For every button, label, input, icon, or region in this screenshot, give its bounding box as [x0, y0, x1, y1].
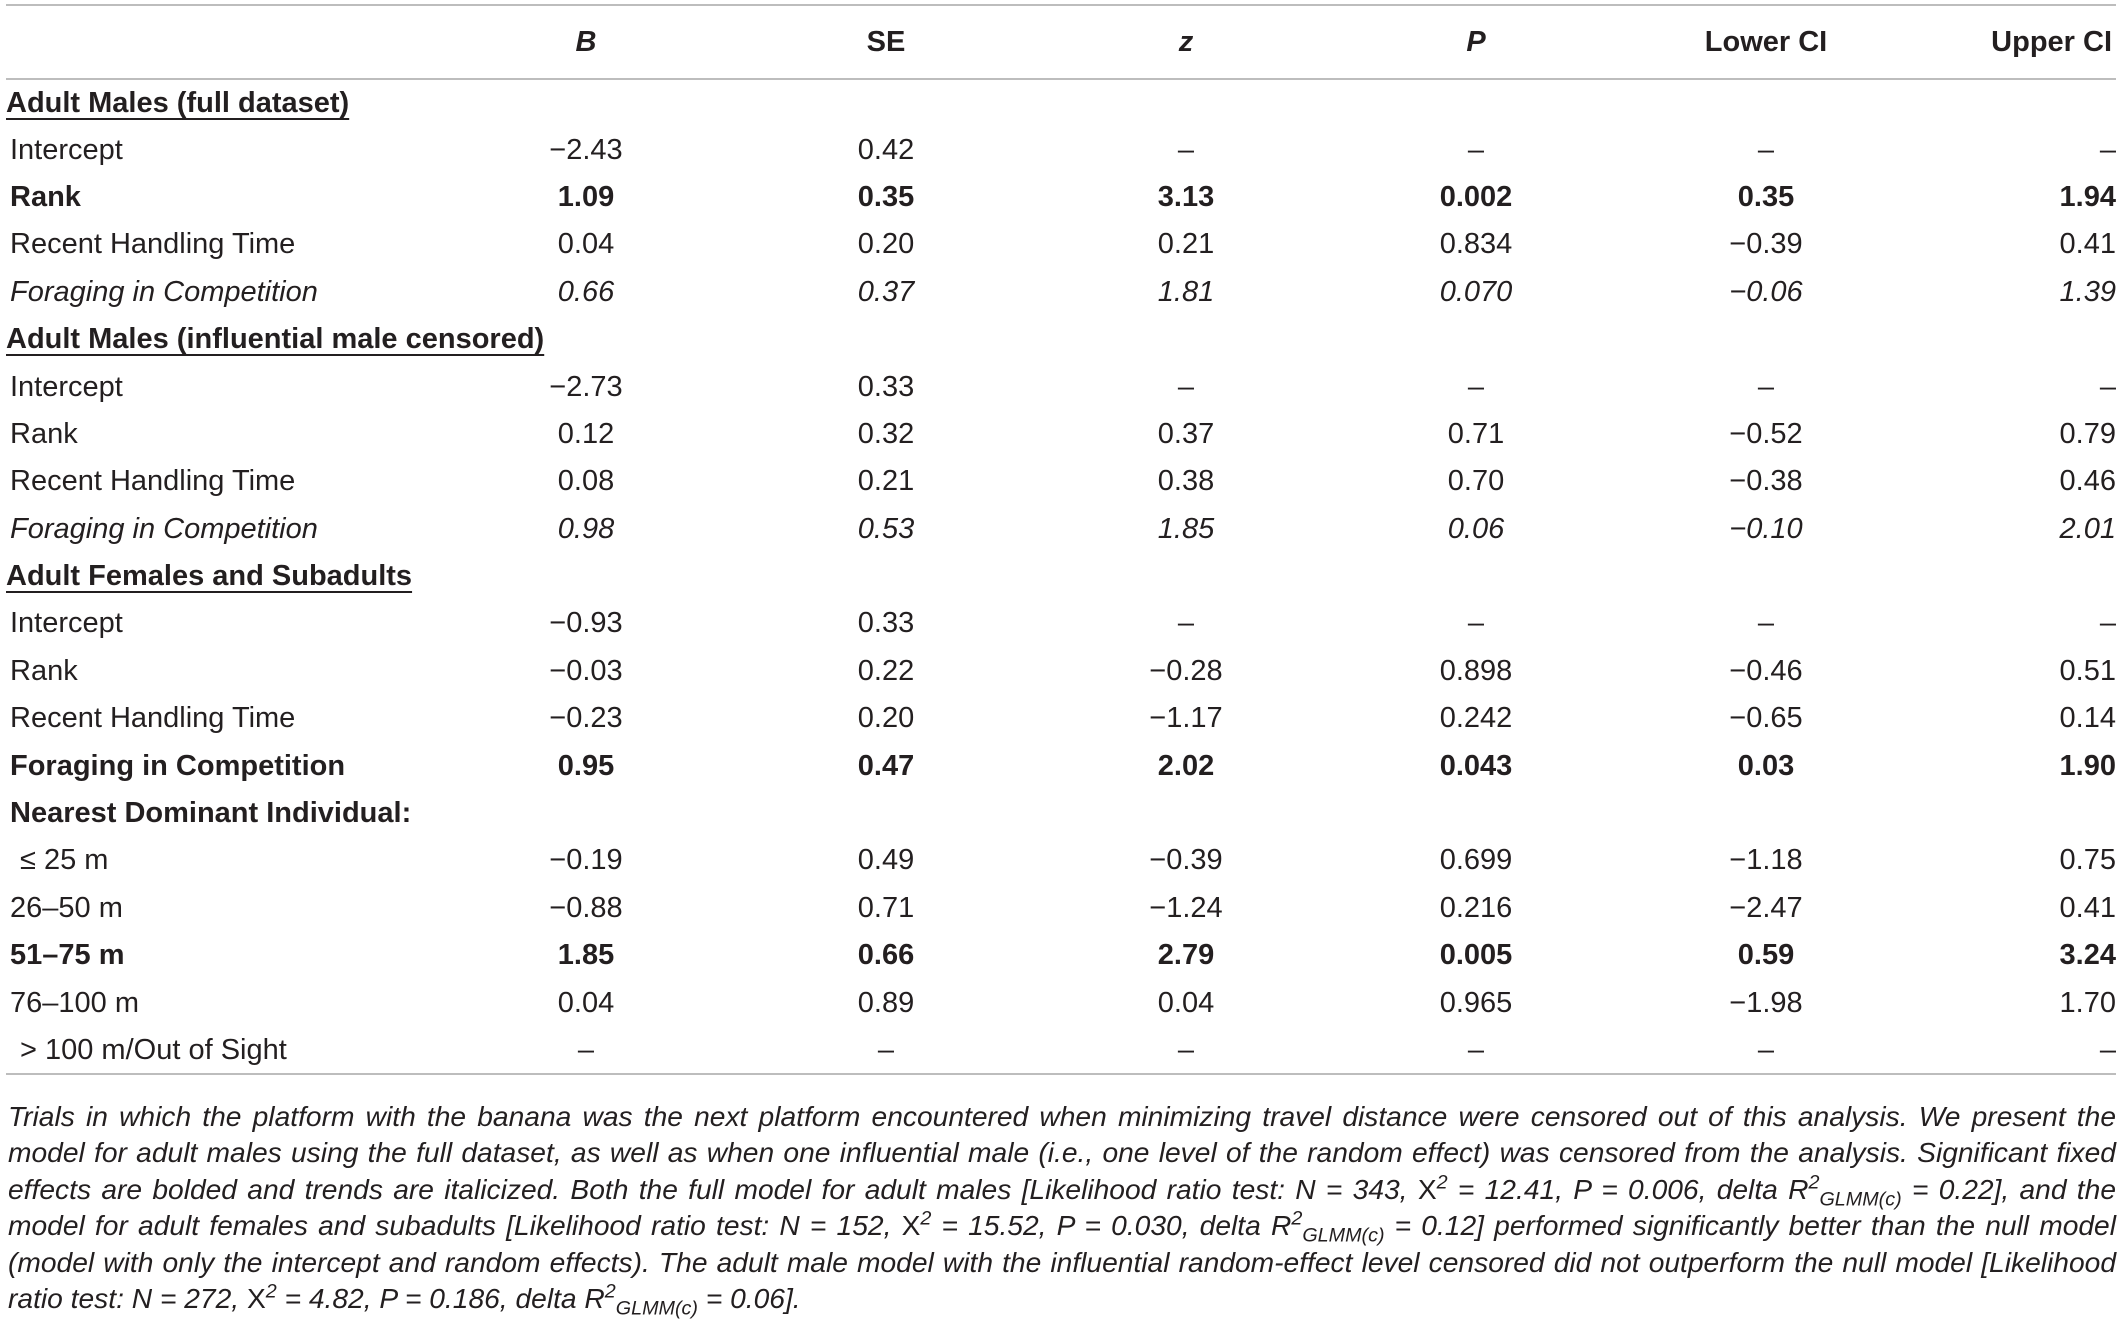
cell-b: −0.88 [549, 891, 623, 924]
cell-lower-ci [1616, 316, 1916, 363]
cell-b [436, 553, 736, 600]
row-label: Rank [10, 654, 78, 687]
cell-p: – [1336, 1027, 1616, 1074]
cell-p: 0.043 [1439, 749, 1513, 782]
row-label: Recent Handling Time [10, 228, 296, 261]
cell-se: 0.22 [857, 654, 915, 687]
table-row [6, 885, 2116, 932]
cell-se: 0.89 [857, 986, 915, 1019]
cell-se: 0.37 [857, 275, 915, 308]
cell-lower-ci: – [1757, 133, 1775, 166]
cell-b: 0.08 [557, 465, 615, 498]
cell-p: 0.005 [1439, 939, 1513, 972]
table-row [6, 363, 2116, 410]
table-row [6, 837, 2116, 884]
footnote-part-4: = 15.52, P = 0.030, delta R [931, 1209, 1292, 1242]
section-label-cell [6, 553, 436, 600]
cell-upper-ci: – [2099, 133, 2116, 166]
cell-z: 2.02 [1157, 749, 1215, 782]
row-label: Intercept [10, 607, 123, 640]
cell-upper-ci: – [1916, 1027, 2116, 1074]
cell-z: −0.28 [1149, 654, 1223, 687]
chi-square-exponent: 2 [1436, 1171, 1448, 1194]
cell-upper-ci [1916, 316, 2116, 363]
cell-lower-ci [1616, 79, 1916, 126]
cell-z: 1.85 [1157, 512, 1215, 545]
cell-se: 0.20 [857, 702, 915, 735]
cell-se: 0.35 [857, 180, 915, 213]
table-row [6, 600, 2116, 647]
row-label: Rank [10, 417, 78, 450]
cell-p: 0.242 [1439, 702, 1513, 735]
cell-upper-ci: 1.94 [2059, 180, 2116, 213]
cell-upper-ci [1916, 790, 2116, 837]
section-label-cell [6, 316, 545, 363]
cell-z: 0.21 [1157, 228, 1215, 261]
row-label: Recent Handling Time [10, 702, 296, 735]
model-results-table [6, 4, 2116, 1075]
footnote-part-6: = 4.82, P = 0.186, delta R [276, 1282, 605, 1315]
cell-lower-ci: −2.47 [1729, 891, 1803, 924]
cell-z: 0.38 [1157, 465, 1215, 498]
cell-b: 1.09 [557, 180, 615, 213]
cell-se [736, 553, 1036, 600]
cell-b: 0.04 [557, 228, 615, 261]
cell-z: 0.37 [1157, 417, 1215, 450]
section-label: Adult Females and Subadults [6, 560, 413, 593]
table-row [6, 742, 2116, 789]
section-label-cell [6, 79, 436, 126]
cell-b: 0.98 [557, 512, 615, 545]
table-row [6, 506, 2116, 553]
table-row [6, 695, 2116, 742]
cell-upper-ci: 2.01 [2059, 512, 2116, 545]
header-se: SE [736, 5, 1036, 79]
cell-upper-ci: 0.41 [2059, 228, 2116, 261]
table-row [6, 979, 2116, 1026]
cell-p: 0.71 [1447, 417, 1505, 450]
table-body [6, 79, 2116, 1074]
cell-upper-ci: 0.41 [2059, 891, 2116, 924]
cell-se: 0.49 [857, 844, 915, 877]
cell-p: 0.06 [1447, 512, 1505, 545]
footnote-part-7: = 0.06]. [697, 1282, 801, 1315]
cell-se: 0.33 [857, 607, 915, 640]
section-header-row [6, 316, 2116, 363]
row-label: > 100 m/Out of Sight [6, 1027, 436, 1074]
cell-p: 0.70 [1447, 465, 1505, 498]
row-label: Foraging in Competition [10, 512, 318, 545]
cell-lower-ci: 0.03 [1737, 749, 1795, 782]
cell-p: 0.002 [1439, 180, 1513, 213]
cell-lower-ci: −0.65 [1729, 702, 1803, 735]
r-square-exponent: 2 [1291, 1207, 1303, 1230]
cell-b: 0.04 [557, 986, 615, 1019]
cell-upper-ci: 0.51 [2059, 654, 2116, 687]
cell-z: – [1177, 133, 1195, 166]
cell-p: – [1467, 133, 1485, 166]
cell-z: −1.17 [1149, 702, 1223, 735]
cell-upper-ci: 1.90 [2059, 749, 2116, 782]
cell-b: −2.43 [549, 133, 623, 166]
row-label: 51–75 m [10, 939, 125, 972]
row-label: ≤ 25 m [20, 844, 109, 877]
header-z: z [1036, 5, 1336, 79]
row-label: Foraging in Competition [10, 749, 346, 782]
section-label: Adult Males (full dataset) [6, 86, 350, 119]
cell-b: −0.93 [549, 607, 623, 640]
cell-z: −1.24 [1149, 891, 1223, 924]
cell-lower-ci: 0.35 [1737, 180, 1795, 213]
row-label: 26–50 m [10, 891, 123, 924]
cell-z: – [1177, 370, 1195, 403]
chi-symbol: X [1417, 1172, 1437, 1205]
header-lower-ci: Lower CI [1616, 5, 1916, 79]
r-square-exponent: 2 [1808, 1171, 1820, 1194]
cell-se [736, 79, 1036, 126]
section-label: Adult Males (influential male censored) [6, 323, 545, 356]
cell-se: 0.66 [857, 939, 915, 972]
cell-se: 0.71 [857, 891, 915, 924]
cell-b: 0.66 [557, 275, 615, 308]
cell-se: 0.21 [857, 465, 915, 498]
cell-b: 0.12 [557, 417, 615, 450]
footnote-part-5: = 0.12] performed significantly better than the null model (model with only the intercept and random effects). The adult male model with the influential random-effect level censored did not outperform the null model [Likelihood ratio test: N = 272, [8, 1209, 2116, 1315]
section-header-row [6, 79, 2116, 126]
r-square-exponent: 2 [604, 1280, 616, 1303]
table-row [6, 126, 2116, 173]
chi-symbol: X [246, 1282, 266, 1315]
cell-se: 0.20 [857, 228, 915, 261]
table-row [6, 221, 2116, 268]
cell-lower-ci: – [1757, 370, 1775, 403]
results-table-container [6, 4, 2116, 1075]
cell-se: 0.53 [857, 512, 915, 545]
chi-symbol: X [901, 1209, 921, 1242]
row-label: Foraging in Competition [10, 275, 318, 308]
cell-z: 1.81 [1157, 275, 1215, 308]
cell-lower-ci: −1.18 [1729, 844, 1803, 877]
cell-upper-ci: 0.46 [2059, 465, 2116, 498]
cell-lower-ci: 0.59 [1737, 939, 1795, 972]
table-row [6, 648, 2116, 695]
row-label: Intercept [10, 133, 123, 166]
cell-lower-ci: −0.46 [1729, 654, 1803, 687]
glmm-subscript: GLMM(c) [1819, 1188, 1902, 1211]
cell-se: – [736, 1027, 1036, 1074]
cell-p [1336, 553, 1616, 600]
row-label: Rank [10, 180, 81, 213]
cell-p [1336, 79, 1616, 126]
row-label: Intercept [10, 370, 123, 403]
cell-upper-ci: 0.14 [2059, 702, 2116, 735]
table-header-row [6, 5, 2116, 79]
cell-b: 0.95 [557, 749, 615, 782]
cell-z [1036, 790, 1336, 837]
cell-upper-ci: 0.75 [2059, 844, 2116, 877]
cell-lower-ci [1616, 790, 1916, 837]
cell-p: – [1467, 370, 1485, 403]
cell-upper-ci [1916, 553, 2116, 600]
cell-b: −0.19 [549, 844, 623, 877]
cell-b: −0.03 [549, 654, 623, 687]
footnote-part-1: Trials in which the platform with the banana was the next platform encountered when minimizing travel distance were censored out of this analysis. We present the model for adult males using the full dataset, as well as when one influential male (i.e., one level of the random effect) was censored from the analysis. Significant fixed effects are bolded and trends are italicized. Both the full model for adult males [Likelihood ratio test: N = 343, [8, 1100, 2116, 1205]
row-label: Recent Handling Time [10, 465, 296, 498]
section-header-row [6, 790, 2116, 837]
table-row [6, 411, 2116, 458]
cell-se: 0.47 [857, 749, 915, 782]
cell-z: 3.13 [1157, 180, 1215, 213]
cell-lower-ci: −0.38 [1729, 465, 1803, 498]
footnote-part-3: = 0.22], and the model for adult females and subadults [Likelihood ratio test: N = 152, [8, 1172, 2116, 1242]
cell-p: – [1467, 607, 1485, 640]
glmm-subscript: GLMM(c) [615, 1297, 698, 1320]
cell-upper-ci: 1.70 [2059, 986, 2116, 1019]
cell-z [1036, 553, 1336, 600]
cell-se: 0.42 [857, 133, 915, 166]
table-footnote [8, 1098, 2116, 1320]
footnote-part-2: = 12.41, P = 0.006, delta R [1447, 1172, 1809, 1205]
cell-p: 0.898 [1439, 654, 1513, 687]
cell-p: 0.216 [1439, 891, 1513, 924]
cell-p: 0.965 [1439, 986, 1513, 1019]
cell-b [436, 790, 736, 837]
cell-lower-ci: −0.52 [1729, 417, 1803, 450]
chi-square-exponent: 2 [265, 1280, 277, 1303]
cell-upper-ci: – [2099, 370, 2116, 403]
cell-z: 0.04 [1157, 986, 1215, 1019]
cell-p [1336, 790, 1616, 837]
table-row [6, 458, 2116, 505]
cell-se [736, 316, 1036, 363]
cell-b: – [436, 1027, 736, 1074]
cell-p [1336, 316, 1616, 363]
chi-square-exponent: 2 [920, 1207, 932, 1230]
table-row [6, 1027, 2116, 1074]
cell-b [436, 79, 736, 126]
cell-upper-ci [1916, 79, 2116, 126]
cell-lower-ci: – [1616, 1027, 1916, 1074]
header-label [6, 5, 436, 79]
section-header-row [6, 553, 2116, 600]
row-label: Nearest Dominant Individual: [10, 797, 412, 830]
cell-z [1036, 316, 1336, 363]
cell-upper-ci: 0.79 [2059, 417, 2116, 450]
cell-se: 0.32 [857, 417, 915, 450]
cell-b: 1.85 [557, 939, 615, 972]
cell-se [736, 790, 1036, 837]
cell-p: 0.834 [1439, 228, 1513, 261]
cell-lower-ci: – [1757, 607, 1775, 640]
cell-upper-ci: – [2099, 607, 2116, 640]
row-label: 76–100 m [10, 986, 139, 1019]
cell-b: −0.23 [549, 702, 623, 735]
table-row [6, 269, 2116, 316]
cell-upper-ci: 3.24 [2059, 939, 2116, 972]
cell-p: 0.070 [1439, 275, 1513, 308]
cell-b: −2.73 [549, 370, 623, 403]
cell-lower-ci: −0.10 [1729, 512, 1803, 545]
cell-lower-ci: −0.06 [1729, 275, 1803, 308]
cell-z: – [1036, 1027, 1336, 1074]
cell-z [1036, 79, 1336, 126]
cell-z: – [1177, 607, 1195, 640]
cell-lower-ci [1616, 553, 1916, 600]
cell-p: 0.699 [1439, 844, 1513, 877]
cell-se: 0.33 [857, 370, 915, 403]
header-b: B [436, 5, 736, 79]
cell-z: 2.79 [1157, 939, 1215, 972]
header-p: P [1336, 5, 1616, 79]
cell-lower-ci: −1.98 [1729, 986, 1803, 1019]
header-upper-ci: Upper CI [1916, 5, 2116, 79]
cell-lower-ci: −0.39 [1729, 228, 1803, 261]
cell-z: −0.39 [1149, 844, 1223, 877]
glmm-subscript: GLMM(c) [1302, 1224, 1385, 1247]
cell-upper-ci: 1.39 [2059, 275, 2116, 308]
table-row [6, 174, 2116, 221]
table-row [6, 932, 2116, 979]
